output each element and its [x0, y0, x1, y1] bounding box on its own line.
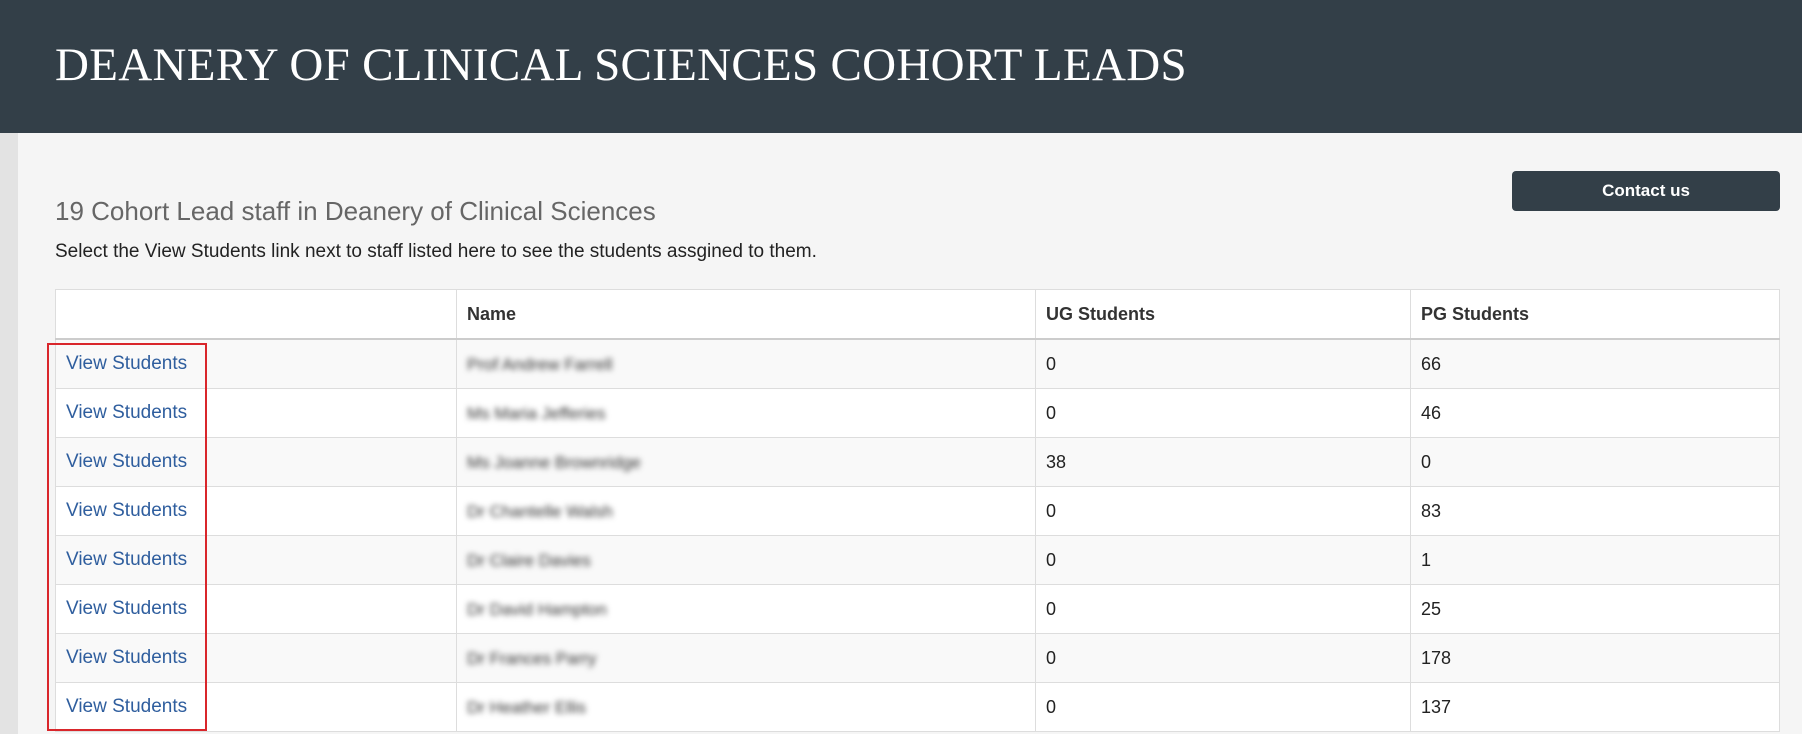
- staff-name: Dr Claire Davies: [467, 550, 591, 570]
- cohort-leads-table: [55, 289, 1780, 732]
- column-header-name[interactable]: Name: [457, 290, 1036, 340]
- staff-count-heading: 19 Cohort Lead staff in Deanery of Clinical Sciences: [55, 196, 656, 226]
- view-students-link[interactable]: View Students: [66, 402, 188, 423]
- table-row: [56, 634, 1780, 683]
- ug-students-cell: 38: [1036, 438, 1411, 487]
- table-row: [56, 536, 1780, 585]
- view-students-link[interactable]: View Students: [66, 647, 188, 668]
- link-cell: [56, 634, 457, 683]
- left-edge-strip: [0, 133, 18, 734]
- pg-students-cell: 1: [1411, 536, 1780, 585]
- contact-us-button[interactable]: Contact us: [1512, 171, 1780, 211]
- pg-students-cell: 46: [1411, 389, 1780, 438]
- table-row: [56, 389, 1780, 438]
- name-cell: [457, 339, 1036, 389]
- staff-name: Dr Chantelle Walsh: [467, 501, 613, 521]
- name-cell: [457, 536, 1036, 585]
- link-cell: [56, 389, 457, 438]
- pg-students-cell: 0: [1411, 438, 1780, 487]
- link-cell: [56, 438, 457, 487]
- name-cell: [457, 389, 1036, 438]
- pg-students-cell: 66: [1411, 339, 1780, 389]
- ug-students-cell: 0: [1036, 536, 1411, 585]
- table-row: [56, 339, 1780, 389]
- table-row: [56, 585, 1780, 634]
- link-cell: [56, 487, 457, 536]
- ug-students-cell: 0: [1036, 683, 1411, 732]
- name-cell: [457, 634, 1036, 683]
- instructions-text: Select the View Students link next to staff listed here to see the students assgined to them.: [55, 241, 817, 262]
- table-row: [56, 438, 1780, 487]
- link-cell: [56, 536, 457, 585]
- name-cell: [457, 438, 1036, 487]
- page-header: [0, 0, 1802, 133]
- link-cell: [56, 585, 457, 634]
- staff-name: Dr David Hampton: [467, 599, 607, 619]
- name-cell: [457, 585, 1036, 634]
- table-row: [56, 683, 1780, 732]
- ug-students-cell: 0: [1036, 487, 1411, 536]
- staff-name: Ms Maria Jefferies: [467, 403, 606, 423]
- view-students-link[interactable]: View Students: [66, 696, 188, 717]
- staff-name: Prof Andrew Farrell: [467, 354, 613, 374]
- ug-students-cell: 0: [1036, 389, 1411, 438]
- view-students-link[interactable]: View Students: [66, 598, 188, 619]
- view-students-link[interactable]: View Students: [66, 353, 188, 374]
- ug-students-cell: 0: [1036, 634, 1411, 683]
- staff-name: Dr Frances Parry: [467, 648, 597, 668]
- staff-name: Dr Heather Ellis: [467, 697, 587, 717]
- ug-students-cell: 0: [1036, 339, 1411, 389]
- name-cell: [457, 487, 1036, 536]
- link-cell: [56, 339, 457, 389]
- column-header-ug-students[interactable]: UG Students: [1036, 290, 1411, 340]
- table-header-row: [56, 290, 1780, 340]
- pg-students-cell: 178: [1411, 634, 1780, 683]
- name-cell: [457, 683, 1036, 732]
- view-students-link[interactable]: View Students: [66, 451, 188, 472]
- column-header-pg-students[interactable]: PG Students: [1411, 290, 1780, 340]
- table-row: [56, 487, 1780, 536]
- page-title: DEANERY OF CLINICAL SCIENCES COHORT LEADS: [55, 39, 1187, 91]
- view-students-link[interactable]: View Students: [66, 500, 188, 521]
- staff-name: Ms Joanne Brownridge: [467, 452, 641, 472]
- view-students-link[interactable]: View Students: [66, 549, 188, 570]
- column-header-link: [56, 290, 457, 340]
- pg-students-cell: 83: [1411, 487, 1780, 536]
- link-cell: [56, 683, 457, 732]
- ug-students-cell: 0: [1036, 585, 1411, 634]
- pg-students-cell: 25: [1411, 585, 1780, 634]
- pg-students-cell: 137: [1411, 683, 1780, 732]
